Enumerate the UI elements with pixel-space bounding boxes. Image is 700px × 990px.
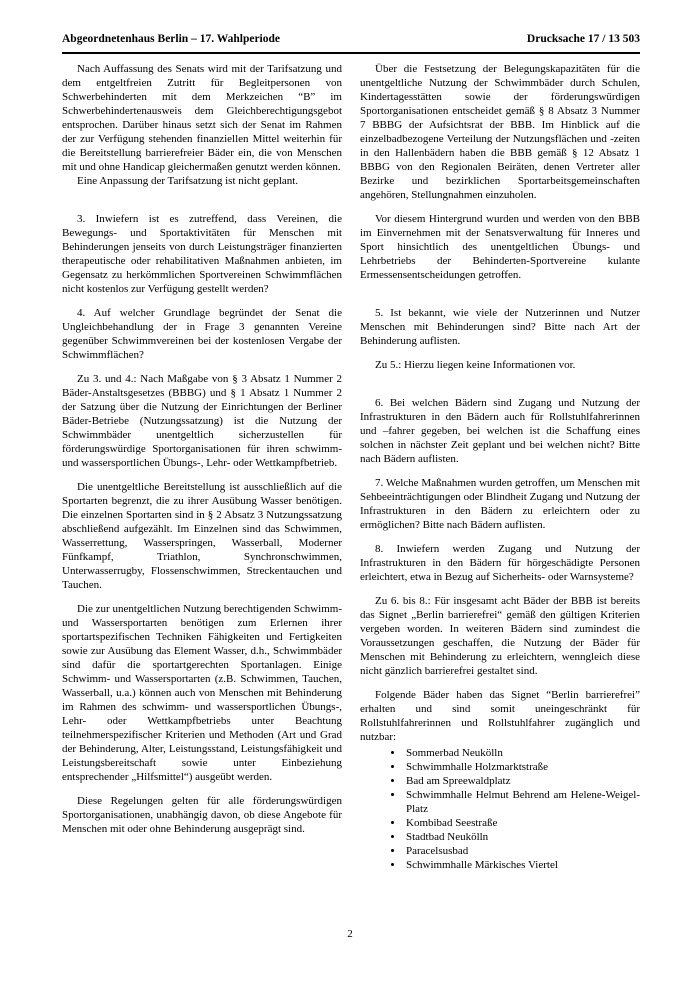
list-item: • Paracelsusbad [404, 844, 640, 858]
answer-paragraph: Eine Anpassung der Tarifsatzung ist nicht geplant. [77, 175, 299, 187]
question-paragraph: 7. Welche Maßnahmen wurden getroffen, um Menschen mit Sehbeeinträchtigungen oder Blindheit Zugang und Nutzung der Infrastrukturen in den Bädern zu erleichtern oder zu ermöglichen? Bitte nach Bädern auflisten. [360, 477, 640, 531]
answer-paragraph: Über die Festsetzung der Belegungskapazitäten für die unentgeltliche Nutzung der Schwimmbäder durch Schulen, Kindertagesstätten sowie der förderungswürdigen Sportorganisationen entscheidet gemäß § 8 Absatz 3 Nummer 7 BBBG der Aufsichtsrat der BBB. Im Hinblick auf die einzelbadbezogene Verteilung der Nutzungsflächen und -zeiten in den Hallenbädern haben die BBB gemäß § 12 Absatz 1 BBBG von den Regionalen Beiräten, denen Vertreter aller Bezirke und bezirklichen Sportarbeitsgemeinschaften angehören, Stellungnahmen einzuholen. [360, 63, 640, 201]
question-paragraph: 3. Inwiefern ist es zutreffend, dass Vereinen, die Bewegungs- und Sportaktivitäten für Menschen mit Behinderungen jenseits von durch Leistungsträger finanzierten therapeutische oder rehabilitativen Maßnahmen anbieten, im Gegensatz zu herkömmlichen Sportvereinen Schwimmflächen nicht kostenlos zur Verfügung gestellt werden? [62, 213, 342, 295]
answer-paragraph: Zu 5.: Hierzu liegen keine Informationen vor. [375, 359, 576, 371]
answer-paragraph: Zu 6. bis 8.: Für insgesamt acht Bäder der BBB ist bereits das Signet „Berlin barrierefrei“ gemäß den gültigen Kriterien vergeben worden. In weiteren Bädern sind zumindest die Voraussetzungen geschaffen, die Nutzung der Bäder für Menschen mit Behinderung zu erleichtern, wenngleich diese nicht gänzlich barrierefrei gestaltet sind. [360, 595, 640, 677]
list-item: • Kombibad Seestraße [404, 816, 640, 830]
list-item: • Bad am Spreewaldplatz [404, 774, 640, 788]
question-paragraph: 6. Bei welchen Bädern sind Zugang und Nutzung der Infrastrukturen in den Bädern auch für Rollstuhlfahrerinnen und –fahrer gegeben, bei welchen ist die Schaffung eines solchen in nächster Zeit geplant und bei welchen nicht? Bitte nach Bädern auflisten. [360, 397, 640, 465]
question-paragraph: 8. Inwiefern werden Zugang und Nutzung der Infrastrukturen in den Bädern für hörgeschädigte Personen erleichtert, etwa in Bezug auf Sicherheits- oder Warnsysteme? [360, 543, 640, 583]
answer-paragraph: Die zur unentgeltlichen Nutzung berechtigenden Schwimm- und Wassersportarten benötigen zum Erlernen ihrer sportartspezifischen Techniken Fähigkeiten und Fertigkeiten sowie zur Ausübung das Element Wasser, d.h., Schwimmbäder sind dafür die sportartgerechten Sportanlagen. Einige Schwimm- und Wassersportarten (z.B. Schwimmen, Tauchen, Wasserball, u.a.) können auch von Menschen mit Behinderung im Rahmen des schwimm- und wassersportlichen Übungs-, Lehr- oder Wettkampfbetriebs unter Beachtung teilnehmerspezifischer Kriterien und Methoden (Art und Grad der Behinderung, Alter, Leistungsstand, Leistungsfähigkeit und Leistungsbereitschaft sowie unter Einbeziehung entsprechender „Hilfsmittel“) ausgeübt werden. [62, 603, 342, 783]
list-item: • Sommerbad Neukölln [404, 746, 640, 760]
page-footer [0, 928, 700, 940]
list-item: • Schwimmhalle Märkisches Viertel [404, 858, 640, 872]
list-item: • Schwimmhalle Holzmarktstraße [404, 760, 640, 774]
question-paragraph: 4. Auf welcher Grundlage begründet der Senat die Ungleichbehandlung der in Frage 3 genannten Vereine gegenüber Schwimmvereinen bei der kostenlosen Vergabe der Schwimmflächen? [62, 307, 342, 361]
answer-paragraph: Folgende Bäder haben das Signet “Berlin barrierefrei” erhalten und sind somit uneingeschränkt für Rollstuhlfahrerinnen und Rollstuhlfahrer zugänglich und nutzbar: [360, 689, 640, 743]
page-header [62, 33, 640, 54]
header-publisher: Abgeordnetenhaus Berlin – 17. Wahlperiode [62, 33, 280, 45]
page-number: 2 [347, 928, 353, 940]
answer-paragraph: Diese Regelungen gelten für alle förderungswürdigen Sportorganisationen, unabhängig davon, ob diese Angebote für Menschen mit oder ohne Behinderung ausgeprägt sind. [62, 795, 342, 835]
right-column [360, 62, 640, 872]
text-columns [62, 62, 640, 872]
accessible-pools-list [360, 746, 640, 872]
answer-paragraph: Nach Auffassung des Senats wird mit der Tarifsatzung und dem entgeltfreien Zutritt für Begleitpersonen von Schwerbehinderten mit dem Merkzeichen “B” im Schwerbehindertenausweis dem Gleichberechtigungsgebot entsprochen. Darüber hinaus setzt sich der Senat im Rahmen der zur Verfügung stehenden finanziellen Mittel weiterhin für die Bereitstellung barrierefreier Bäder ein, die von Menschen mit und ohne Handicap gleichermaßen genutzt werden können. [62, 63, 342, 173]
list-item: • Stadtbad Neukölln [404, 830, 640, 844]
answer-paragraph: Die unentgeltliche Bereitstellung ist ausschließlich auf die Sportarten begrenzt, die zu ihrer Ausübung Wasser benötigen. Die einzelnen Sportarten sind in § 2 Absatz 3 Nutzungssatzung abschließend aufgezählt. Im Einzelnen sind das Schwimmen, Wasserrettung, Wasserspringen, Wasserball, Moderner Fünfkampf, Triathlon, Synchronschwimmen, Unterwasserrugby, Flossenschwimmen, Streckentauchen und Tauchen. [62, 481, 342, 591]
list-item: • Schwimmhalle Helmut Behrend am Helene-Weigel-Platz [404, 788, 640, 816]
header-document-number: Drucksache 17 / 13 503 [526, 33, 640, 45]
left-column [62, 62, 342, 872]
question-paragraph: 5. Ist bekannt, wie viele der Nutzerinnen und Nutzer Menschen mit Behinderungen sind? Bitte nach Art der Behinderung auflisten. [360, 307, 640, 347]
answer-paragraph: Zu 3. und 4.: Nach Maßgabe von § 3 Absatz 1 Nummer 2 Bäder-Anstaltsgesetzes (BBBG) und § 1 Absatz 1 Nummer 2 der Satzung über die Nutzung der Einrichtungen der Berliner Bäder-Betriebe (Nutzungssatzung) ist die Nutzung der Schwimmbäder unentgeltlich sicherzustellen für förderungswürdige Sportorganisationen für ihren schwimm- und wassersportlichen Übungs-, Lehr- oder Wettkampfbetrieb. [62, 373, 342, 469]
answer-paragraph: Vor diesem Hintergrund wurden und werden von den BBB im Einvernehmen mit der Senatsverwaltung für Inneres und Sport hinsichtlich des unentgeltlichen Übungs- und Lehrbetriebs der Behinderten-Sportvereine kulante Ermessensentscheidungen getroffen. [360, 213, 640, 281]
